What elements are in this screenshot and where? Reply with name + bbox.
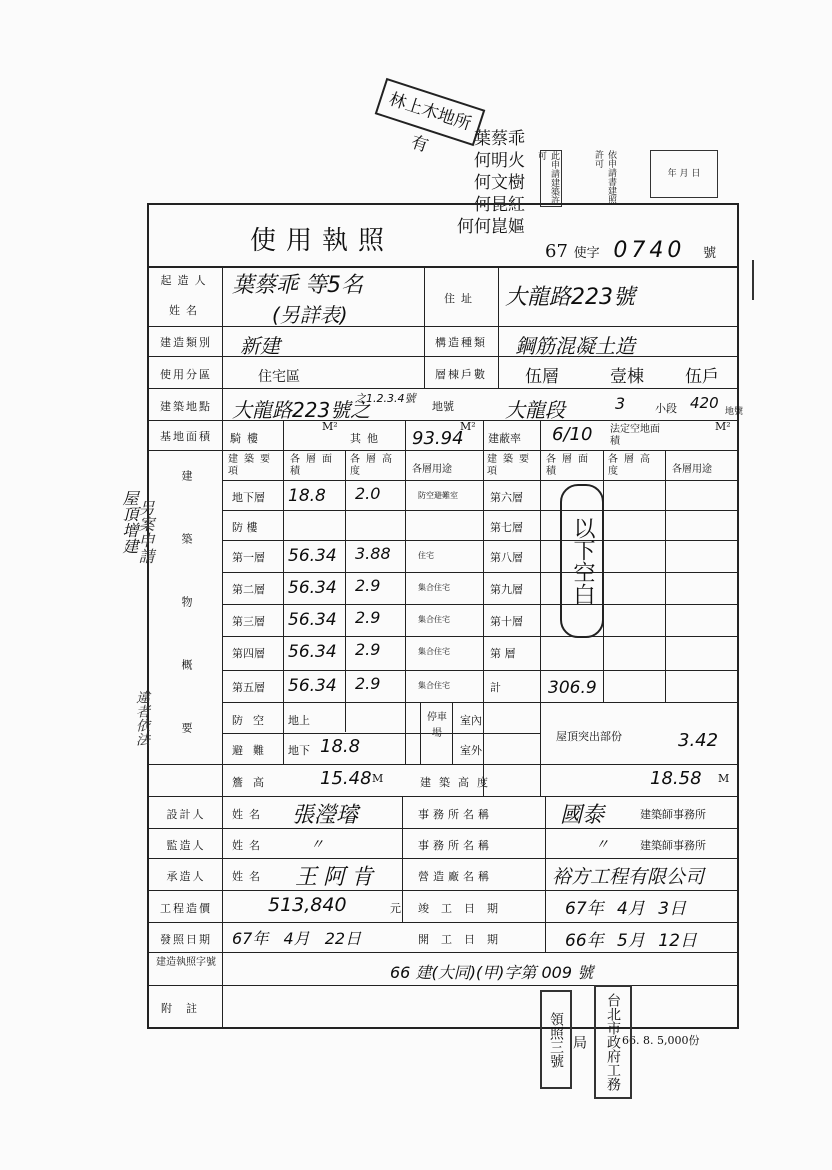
- designer-office-label: 事務所名稱: [418, 808, 493, 821]
- floor-name: 防 樓: [232, 521, 258, 534]
- permit-number-suffix: 號: [703, 246, 717, 261]
- floors-count-label: 層棟戶數: [435, 368, 487, 381]
- bottom-stamp-2: [571, 985, 632, 1099]
- approval-stamp-3: [650, 150, 718, 198]
- floor-name: 地下層: [232, 491, 265, 504]
- parking-indoor: 室內: [460, 714, 482, 727]
- bldg-height-unit: M: [718, 772, 730, 785]
- permit-number-prefix: 67: [545, 241, 568, 262]
- floors-header-6: 各層面積: [546, 454, 594, 477]
- approval-stamp-1-text: 此申請建築許可: [536, 151, 559, 205]
- owner-4: 何昆紅: [474, 195, 525, 215]
- top-stamp-text: 林上木地所有: [386, 89, 474, 157]
- approval-stamp-2-text: 依申請書建照許可: [593, 150, 616, 204]
- floor-height: 2.9: [355, 674, 381, 693]
- builder-label-bottom: 姓名: [169, 304, 203, 317]
- edge-mark: [752, 260, 758, 300]
- eave-label: 簷高: [232, 776, 274, 789]
- remarks-label: 附註: [161, 1002, 211, 1015]
- left-note-2: 另案申請: [136, 500, 155, 564]
- lot-no: 3: [615, 394, 626, 413]
- lot-no2: 420: [690, 394, 719, 412]
- builder-name: [232, 268, 363, 328]
- eave-value: 15.48: [320, 768, 372, 789]
- designer-name-label: 姓名: [232, 808, 266, 821]
- arcade-unit: M²: [322, 420, 338, 433]
- supervisor-label: 監造人: [166, 839, 206, 852]
- buildings-count: 壹棟: [610, 367, 644, 387]
- builder-label: [155, 272, 217, 318]
- left-note-1: 屋頂增建: [120, 490, 139, 554]
- lot-section: 大龍段: [505, 398, 565, 422]
- issue-value: 67年 4月 22日: [232, 929, 362, 948]
- supervisor-office-label: 事務所名稱: [418, 839, 493, 852]
- contractor-company-label: 營造廠名稱: [418, 870, 493, 883]
- floor-height: 3.88: [355, 544, 391, 563]
- builder-name-value: 葉蔡乖 等5名: [232, 273, 363, 298]
- floor-name: 第十層: [490, 615, 523, 628]
- other-label: 其他: [350, 432, 384, 445]
- floor-height: 2.9: [355, 608, 381, 627]
- issue-label: 發照日期: [160, 933, 212, 946]
- floors-header-4: 各層用途: [412, 464, 452, 475]
- designer-name: 張瀅璿: [292, 803, 359, 828]
- supervisor-office: 〃: [595, 837, 609, 853]
- structure-value: 鋼筋混凝土造: [515, 334, 635, 358]
- shelter-above: 地上: [288, 714, 310, 727]
- building-type-label: 建造類別: [160, 336, 212, 349]
- start-value: 66年 5月 12日: [565, 931, 697, 951]
- floors-header-2: 各層面積: [290, 454, 338, 477]
- parking-label: 停車場: [427, 712, 447, 739]
- form-title-text: 使用執照: [250, 226, 395, 256]
- parking-outdoor: 室外: [460, 744, 482, 757]
- bldg-height-value: 18.58: [650, 768, 702, 789]
- structure-label: 構造種類: [435, 336, 487, 349]
- floor-use: 集合住宅: [418, 681, 450, 690]
- form-title: [250, 220, 394, 257]
- contractor-name-label: 姓名: [232, 870, 266, 883]
- floor-name: 第八層: [490, 551, 523, 564]
- site-extra: 之1.2.3.4號: [355, 392, 416, 405]
- builder-address: 大龍路223號: [505, 285, 635, 310]
- floor-height: 2.0: [355, 484, 381, 503]
- form-footer: 66. 8. 5,000份: [622, 1034, 700, 1047]
- address-label: 住址: [444, 292, 478, 305]
- floor-area: 56.34: [288, 642, 337, 662]
- floor-area: 56.34: [288, 676, 337, 696]
- floors-count: 伍層: [525, 367, 559, 387]
- coverage-value: 6/10: [552, 424, 593, 445]
- floor-name: 第三層: [232, 615, 265, 628]
- side-label: 建築物概要: [180, 470, 193, 785]
- arcade-label: 騎樓: [230, 432, 264, 445]
- legal-open-unit: M²: [715, 420, 731, 433]
- area-label: 基地面積: [160, 430, 212, 443]
- permit-number: [545, 238, 716, 263]
- floor-name: 第二層: [232, 583, 265, 596]
- lot-suffix: 地號: [725, 407, 744, 417]
- shelter-below: 地下: [288, 744, 310, 757]
- completion-label: 竣工日期: [418, 902, 510, 915]
- shelter-below-value: 18.8: [320, 736, 361, 757]
- building-type-value: 新建: [240, 334, 280, 358]
- supervisor-office-suffix: 建築師事務所: [640, 839, 706, 852]
- designer-office-suffix: 建築師事務所: [640, 808, 706, 821]
- floor-use: 集合住宅: [418, 647, 450, 656]
- cost-unit: 元: [390, 902, 401, 915]
- floor-name: 第九層: [490, 583, 523, 596]
- households-count: 伍戶: [685, 367, 719, 387]
- floor-area: 56.34: [288, 546, 337, 566]
- shelter-label-2: 避難: [232, 744, 274, 757]
- owner-3: 何文樹: [474, 173, 525, 193]
- contractor-label: 承造人: [166, 870, 206, 883]
- completion-value: 67年 4月 3日: [565, 899, 687, 919]
- floor-name: 第六層: [490, 491, 523, 504]
- roof-label: 屋頂突出部份: [556, 730, 622, 743]
- other-unit: M²: [460, 420, 476, 433]
- floor-name: 第一層: [232, 551, 265, 564]
- supervisor-name-label: 姓名: [232, 839, 266, 852]
- floor-height: 2.9: [355, 576, 381, 595]
- permit-number-mid: 使字: [573, 246, 600, 261]
- floor-area: 18.8: [288, 486, 326, 506]
- floor-name: 計: [490, 681, 501, 694]
- other-area: 93.94: [412, 428, 464, 449]
- approval-stamp-2: [593, 150, 618, 205]
- left-note-3: 違者依法: [134, 690, 150, 746]
- approval-stamp-1: [536, 150, 562, 207]
- permit-ref-value: 66 建(大同)(甲)字第 009 號: [390, 963, 594, 982]
- contractor-name: 王阿肯: [295, 865, 380, 890]
- approval-stamp-3-text: 年 月 日: [667, 169, 701, 179]
- floor-use: 集合住宅: [418, 583, 450, 592]
- zoning-label: 使用分區: [160, 368, 212, 381]
- floor-name: 第四層: [232, 647, 265, 660]
- roof-value: 3.42: [678, 730, 719, 751]
- designer-office: 國泰: [560, 803, 605, 828]
- floor-name: 第七層: [490, 521, 523, 534]
- contractor-company: 裕方工程有限公司: [552, 866, 705, 888]
- blank-stamp: [560, 484, 604, 638]
- blank-stamp-text: 以下空白: [570, 517, 595, 605]
- floors-header-1: 建築要項: [228, 454, 276, 477]
- start-label: 開工日期: [418, 933, 510, 946]
- bottom-stamp-1-text: 領照三號: [548, 1011, 564, 1068]
- owner-2: 何明火: [474, 151, 525, 171]
- site-address: 大龍路223號之: [232, 398, 371, 422]
- builder-name-sub: (另詳表): [272, 303, 348, 327]
- floor-use: 防空避難室: [418, 491, 458, 500]
- lot-label: 地號: [432, 400, 454, 413]
- cost-value: 513,840: [268, 894, 347, 916]
- bldg-height-label: 建築高度: [420, 776, 496, 789]
- floors-header-8: 各層用途: [672, 464, 712, 475]
- floor-total-area: 306.9: [548, 678, 597, 698]
- floor-height: 2.9: [355, 640, 381, 659]
- lot-small: 小段: [655, 402, 677, 415]
- owner-1: 葉蔡乖: [474, 129, 525, 149]
- floor-name: 第五層: [232, 681, 265, 694]
- owner-5: 何何崑嫗: [457, 217, 525, 237]
- floor-use: 住宅: [418, 551, 434, 560]
- designer-label: 設計人: [166, 808, 206, 821]
- floors-header-3: 各層高度: [350, 454, 398, 477]
- bottom-stamp-2-text: 台北市政府工務局: [571, 993, 621, 1091]
- floor-name: 第 層: [490, 647, 516, 660]
- zoning-value: 住宅區: [258, 369, 300, 385]
- coverage-label: 建蔽率: [488, 432, 521, 445]
- floor-area: 56.34: [288, 578, 337, 598]
- permit-number-value: 0740: [613, 238, 686, 263]
- supervisor-name: 〃: [310, 837, 324, 853]
- site-label: 建築地點: [160, 400, 212, 413]
- floor-use: 集合住宅: [418, 615, 450, 624]
- floors-header-5: 建築要項: [487, 454, 535, 477]
- legal-open-label: 法定空地面積: [610, 424, 660, 447]
- eave-unit: M: [372, 772, 384, 785]
- permit-ref-label: 建造執照字號: [156, 957, 216, 968]
- floor-area: 56.34: [288, 610, 337, 630]
- cost-label: 工程造價: [160, 902, 212, 915]
- builder-label-top: 起造人: [160, 274, 212, 287]
- shelter-label-1: 防空: [232, 714, 274, 727]
- floors-header-7: 各層高度: [608, 454, 656, 477]
